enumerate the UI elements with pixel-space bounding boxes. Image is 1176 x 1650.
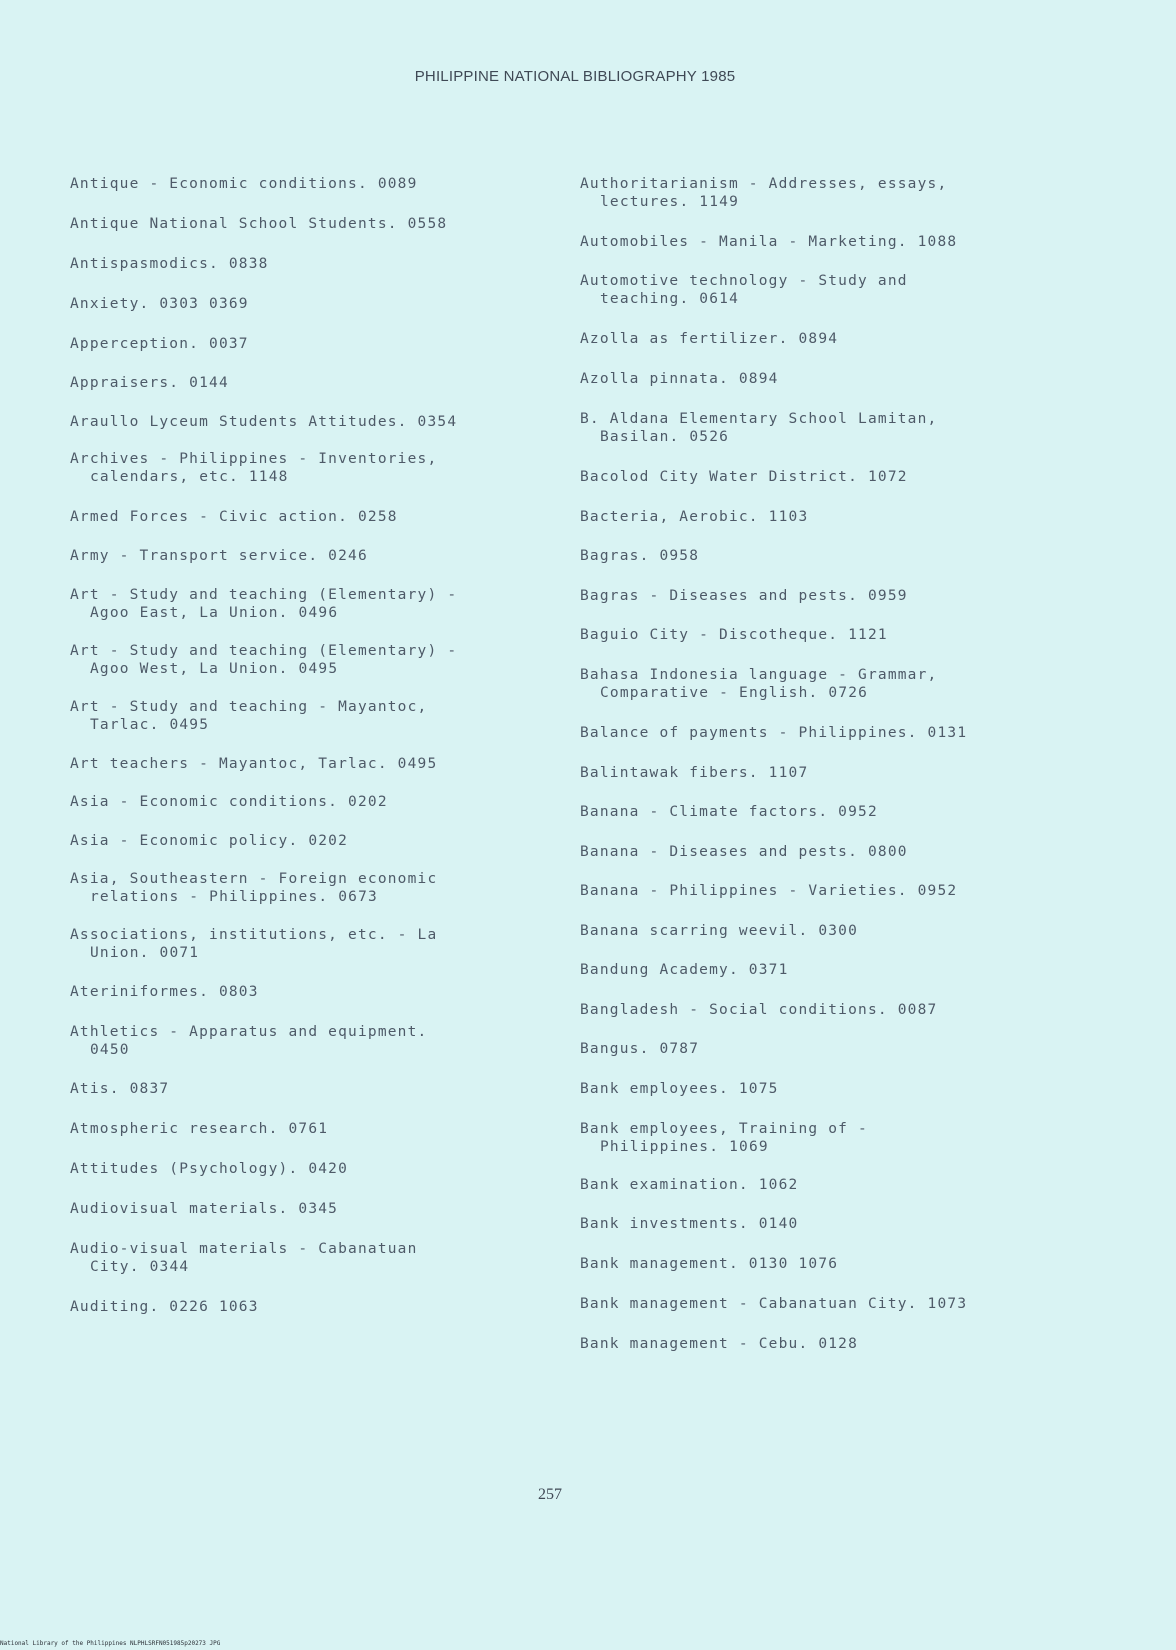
entry-line: Antispasmodics. 0838 [70,256,269,272]
entry-continuation-line: teaching. 0614 [600,291,740,307]
index-entry [580,922,858,940]
entry-line: Bank investments. 0140 [580,1216,799,1232]
entry-continuation-line: lectures. 1149 [600,194,740,210]
entry-line: Atis. 0837 [70,1081,170,1097]
entry-line: Balance of payments - Philippines. 0131 [580,725,968,741]
entry-line: Bagras. 0958 [580,548,700,564]
entry-line: Bacteria, Aerobic. 1103 [580,509,809,525]
entry-line: Bahasa Indonesia language - Grammar, [580,667,938,683]
entry-line: Apperception. 0037 [70,336,249,352]
entry-line: Bank management. 0130 1076 [580,1256,839,1272]
entry-line: Audiovisual materials. 0345 [70,1201,339,1217]
entry-line: Automobiles - Manila - Marketing. 1088 [580,234,958,250]
entry-line: Art - Study and teaching - Mayantoc, [70,699,428,715]
entry-continuation-line: 0450 [90,1042,130,1058]
index-entry [580,961,789,979]
index-entry [580,330,838,348]
index-entry [70,698,427,734]
entry-line: Associations, institutions, etc. - La [70,927,438,943]
entry-line: Bangladesh - Social conditions. 0087 [580,1002,938,1018]
index-entry [70,374,229,392]
entry-line: Bagras - Diseases and pests. 0959 [580,588,908,604]
entry-continuation-line: Union. 0071 [90,945,200,961]
index-entry [580,370,779,388]
page-number: 257 [538,1486,562,1503]
index-entry [580,803,878,821]
entry-line: Art teachers - Mayantoc, Tarlac. 0495 [70,756,438,772]
index-entry [70,1240,418,1276]
entry-line: Asia, Southeastern - Foreign economic [70,871,438,887]
entry-continuation-line: relations - Philippines. 0673 [90,889,378,905]
entry-line: Army - Transport service. 0246 [70,548,368,564]
index-entry [70,983,259,1001]
entry-line: Armed Forces - Civic action. 0258 [70,509,398,525]
index-entry [580,1176,798,1194]
index-entry [70,1298,259,1316]
entry-continuation-line: Comparative - English. 0726 [600,685,869,701]
entry-line: B. Aldana Elementary School Lamitan, [580,411,938,427]
entry-line: Authoritarianism - Addresses, essays, [580,176,948,192]
entry-line: Bank management - Cebu. 0128 [580,1336,859,1352]
index-entry [580,764,808,782]
index-entry [70,508,398,526]
entry-continuation-line: Basilan. 0526 [600,429,730,445]
index-entry [70,1160,348,1178]
entry-line: Bangus. 0787 [580,1041,700,1057]
index-entry [70,1080,169,1098]
index-entry [580,410,937,446]
entry-line: Antique - Economic conditions. 0089 [70,176,418,192]
index-entry [70,450,437,486]
entry-line: Art - Study and teaching (Elementary) - [70,643,458,659]
entry-line: Anxiety. 0303 0369 [70,296,249,312]
index-entry [580,272,908,308]
entry-line: Atmospheric research. 0761 [70,1121,329,1137]
index-entry [580,724,967,742]
entry-continuation-line: calendars, etc. 1148 [90,469,289,485]
index-entry [70,755,437,773]
entry-line: Asia - Economic conditions. 0202 [70,794,388,810]
entry-line: Banana - Climate factors. 0952 [580,804,878,820]
index-entry [580,1001,937,1019]
index-entry [70,926,437,962]
index-entry [580,843,908,861]
index-entry [70,295,249,313]
index-entry [70,1120,328,1138]
index-entry [580,666,937,702]
entry-line: Bacolod City Water District. 1072 [580,469,908,485]
scan-footer: National Library of the Philippines NLPHLSRFN051985p20273 JPG [0,1640,221,1647]
index-entry [580,175,947,211]
entry-line: Banana scarring weevil. 0300 [580,923,859,939]
entry-line: Bank examination. 1062 [580,1177,799,1193]
index-entry [70,793,388,811]
index-entry [580,626,888,644]
entry-continuation-line: Agoo East, La Union. 0496 [90,605,339,621]
entry-line: Banana - Diseases and pests. 0800 [580,844,908,860]
entry-continuation-line: City. 0344 [90,1259,190,1275]
entry-line: Athletics - Apparatus and equipment. [70,1024,428,1040]
entry-continuation-line: Philippines. 1069 [600,1139,769,1155]
entry-continuation-line: Tarlac. 0495 [90,717,210,733]
index-entry [580,882,957,900]
entry-line: Baguio City - Discotheque. 1121 [580,627,888,643]
index-entry [70,175,418,193]
entry-line: Automotive technology - Study and [580,273,908,289]
index-entry [70,413,457,431]
index-entry [70,255,269,273]
index-entry [70,642,457,678]
entry-line: Audio-visual materials - Cabanatuan [70,1241,418,1257]
entry-line: Bandung Academy. 0371 [580,962,789,978]
index-entry [70,1200,338,1218]
index-entry [580,1120,868,1156]
entry-line: Appraisers. 0144 [70,375,229,391]
index-entry [580,1080,779,1098]
index-entry [580,587,908,605]
index-entry [580,1255,838,1273]
index-entry [580,1295,967,1313]
index-entry [70,832,348,850]
index-entry [70,870,437,906]
index-entry [580,508,808,526]
entry-line: Bank employees. 1075 [580,1081,779,1097]
index-entry [70,547,368,565]
index-entry [580,468,908,486]
entry-line: Attitudes (Psychology). 0420 [70,1161,349,1177]
index-entry [580,1215,798,1233]
entry-line: Ateriniformes. 0803 [70,984,259,1000]
index-entry [70,215,447,233]
entry-line: Archives - Philippines - Inventories, [70,451,438,467]
entry-line: Araullo Lyceum Students Attitudes. 0354 [70,414,458,430]
index-entry [70,335,249,353]
entry-line: Bank management - Cabanatuan City. 1073 [580,1296,968,1312]
entry-line: Azolla as fertilizer. 0894 [580,331,839,347]
page-header: PHILIPPINE NATIONAL BIBLIOGRAPHY 1985 [414,68,736,85]
index-entry [580,547,699,565]
entry-line: Bank employees, Training of - [580,1121,868,1137]
index-entry [580,233,957,251]
entry-line: Balintawak fibers. 1107 [580,765,809,781]
entry-line: Art - Study and teaching (Elementary) - [70,587,458,603]
entry-line: Auditing. 0226 1063 [70,1299,259,1315]
index-entry [70,586,457,622]
entry-line: Banana - Philippines - Varieties. 0952 [580,883,958,899]
entry-continuation-line: Agoo West, La Union. 0495 [90,661,339,677]
entry-line: Azolla pinnata. 0894 [580,371,779,387]
entry-line: Antique National School Students. 0558 [70,216,448,232]
index-entry [580,1335,858,1353]
entry-line: Asia - Economic policy. 0202 [70,833,349,849]
index-entry [70,1023,427,1059]
index-entry [580,1040,699,1058]
